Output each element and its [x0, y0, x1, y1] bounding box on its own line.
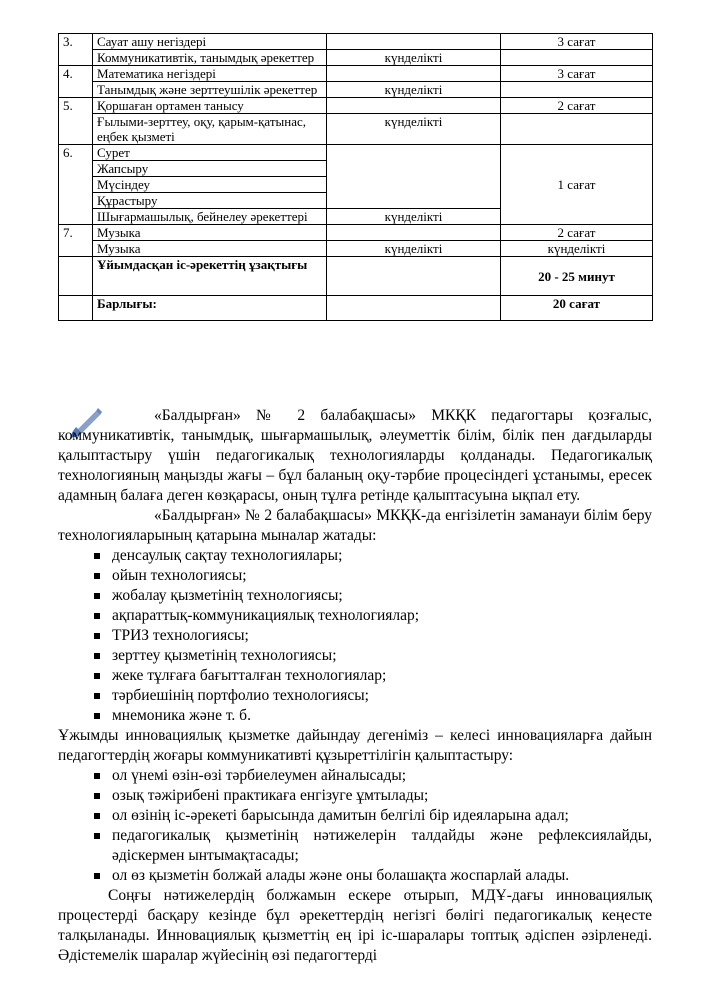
frequency-cell — [327, 98, 501, 114]
hours-cell: 2 сағат — [501, 225, 653, 241]
table-row — [59, 145, 653, 161]
table-row — [59, 34, 653, 50]
list-item: ойын технологиясы; — [94, 566, 652, 586]
hours-cell: 3 сағат — [501, 66, 653, 82]
frequency-cell — [327, 225, 501, 241]
list-item: ақпараттық-коммуникациялық технологиялар; — [94, 606, 652, 626]
list-item: ТРИЗ технологиясы; — [94, 626, 652, 646]
subject-cell: Мүсіндеу — [93, 177, 327, 193]
activity-cell: Музыка — [93, 241, 327, 257]
table-row — [59, 82, 653, 98]
schedule-table — [58, 33, 653, 321]
list-item: жеке тұлғаға бағытталған технологиялар; — [94, 666, 652, 686]
frequency-cell: күнделікті — [327, 241, 501, 257]
list-item: ол үнемі өзін-өзі тәрбиелеумен айналысады; — [94, 766, 652, 786]
list-item: ол өз қызметін болжай алады және оны болашақта жоспарлай алады. — [94, 866, 652, 886]
frequency-cell — [327, 34, 501, 50]
table-row — [59, 98, 653, 114]
table-row — [59, 50, 653, 66]
subject-cell: Қоршаған ортамен танысу — [93, 98, 327, 114]
activity-cell: Ғылыми-зерттеу, оқу, қарым-қатынас, еңбек қызметі — [93, 114, 327, 145]
body-text — [58, 406, 652, 966]
competence-list — [58, 766, 652, 886]
row-number: 3. — [59, 34, 93, 66]
row-number: 7. — [59, 225, 93, 257]
subject-cell: Сурет — [93, 145, 327, 161]
paragraph: «Балдырған» № 2 балабақшасы» МКҚК педагогтары қозғалыс, коммуникативтік, танымдық, шығармашылық, әлеуметтік білім, білік пен дағдыларды қалыптастыру үшін педагогикалық технологияларды қолданады. Педагогикалық технологияның маңызды жағы – бұл баланың оқу-тәрбие процесіндегі ұстанымы, ересек адамның балаға деген көзқарасы, оның тұлға ретінде қалыптасуына ықпал ету. — [58, 407, 652, 504]
row-number — [59, 257, 93, 296]
hours-cell — [501, 50, 653, 66]
paragraph: «Балдырған» № 2 балабақшасы» МКҚК-да енгізілетін заманауи білім беру технологияларының қатарына мыналар жатады: — [58, 507, 652, 544]
list-item: денсаулық сақтау технологиялары; — [94, 546, 652, 566]
activity-cell: Коммуникативтік, танымдық әрекеттер — [93, 50, 327, 66]
list-item: озық тәжірибені практикаға енгізуге ұмтылады; — [94, 786, 652, 806]
list-item: мнемоника және т. б. — [94, 706, 652, 726]
paragraph: Соңғы нәтижелердің болжамын ескере отырып, МДҰ-дағы инновациялық процестерді басқару кезінде бұл әрекеттердің негізгі бөлігі педагогикалық кеңесте талқыланады. Инновациялық қызметтің ең ірі іс-шаралары топтық әдіспен әзірленеді. Әдістемелік шаралар жүйесінің өзі педагогтерді — [58, 887, 652, 964]
frequency-cell: күнделікті — [327, 50, 501, 66]
row-number: 4. — [59, 66, 93, 98]
hours-cell: күнделікті — [501, 241, 653, 257]
list-item: педагогикалық қызметінің нәтижелерін талдайды және рефлексиялайды, әдіскермен ынтымақтасады; — [94, 826, 652, 866]
subject-cell: Сауат ашу негіздері — [93, 34, 327, 50]
frequency-cell — [327, 257, 501, 296]
paragraph: Ұжымды инновациялық қызметке дайындау дегеніміз – келесі инновацияларға дайын педагогтердің жоғары коммуникативті құзыреттілігін қалыптастыру: — [58, 727, 652, 764]
list-item: зерттеу қызметінің технологиясы; — [94, 646, 652, 666]
row-number: 5. — [59, 98, 93, 145]
frequency-cell — [327, 296, 501, 321]
hours-cell — [501, 114, 653, 145]
table-row — [59, 114, 653, 145]
frequency-cell: күнделікті — [327, 209, 501, 225]
activity-cell: Шығармашылық, бейнелеу әрекеттері — [93, 209, 327, 225]
frequency-cell: күнделікті — [327, 114, 501, 145]
hours-cell: 2 сағат — [501, 98, 653, 114]
frequency-cell: күнделікті — [327, 82, 501, 98]
total-label: Барлығы: — [93, 296, 327, 321]
row-number — [59, 296, 93, 321]
hours-cell: 3 сағат — [501, 34, 653, 50]
hours-cell: 1 сағат — [501, 145, 653, 225]
table-row — [59, 225, 653, 241]
subject-cell: Жапсыру — [93, 161, 327, 177]
list-item: ол өзінің іс-әрекеті барысында дамитын белгілі бір идеяларына адал; — [94, 806, 652, 826]
duration-label: Ұйымдасқан іс-әрекеттің ұзақтығы — [93, 257, 327, 296]
frequency-cell — [327, 66, 501, 82]
table-row — [59, 296, 653, 321]
table-row — [59, 66, 653, 82]
table-row — [59, 257, 653, 296]
list-item: тәрбиешінің портфолио технологиясы; — [94, 686, 652, 706]
frequency-cell — [327, 145, 501, 209]
subject-cell: Құрастыру — [93, 193, 327, 209]
duration-value: 20 - 25 минут — [501, 257, 653, 296]
list-item: жобалау қызметінің технологиясы; — [94, 586, 652, 606]
subject-cell: Музыка — [93, 225, 327, 241]
technology-list — [58, 546, 652, 726]
activity-cell: Танымдық және зерттеушілік әрекеттер — [93, 82, 327, 98]
table-row — [59, 241, 653, 257]
hours-cell — [501, 82, 653, 98]
subject-cell: Математика негіздері — [93, 66, 327, 82]
row-number: 6. — [59, 145, 93, 225]
total-value: 20 сағат — [501, 296, 653, 321]
